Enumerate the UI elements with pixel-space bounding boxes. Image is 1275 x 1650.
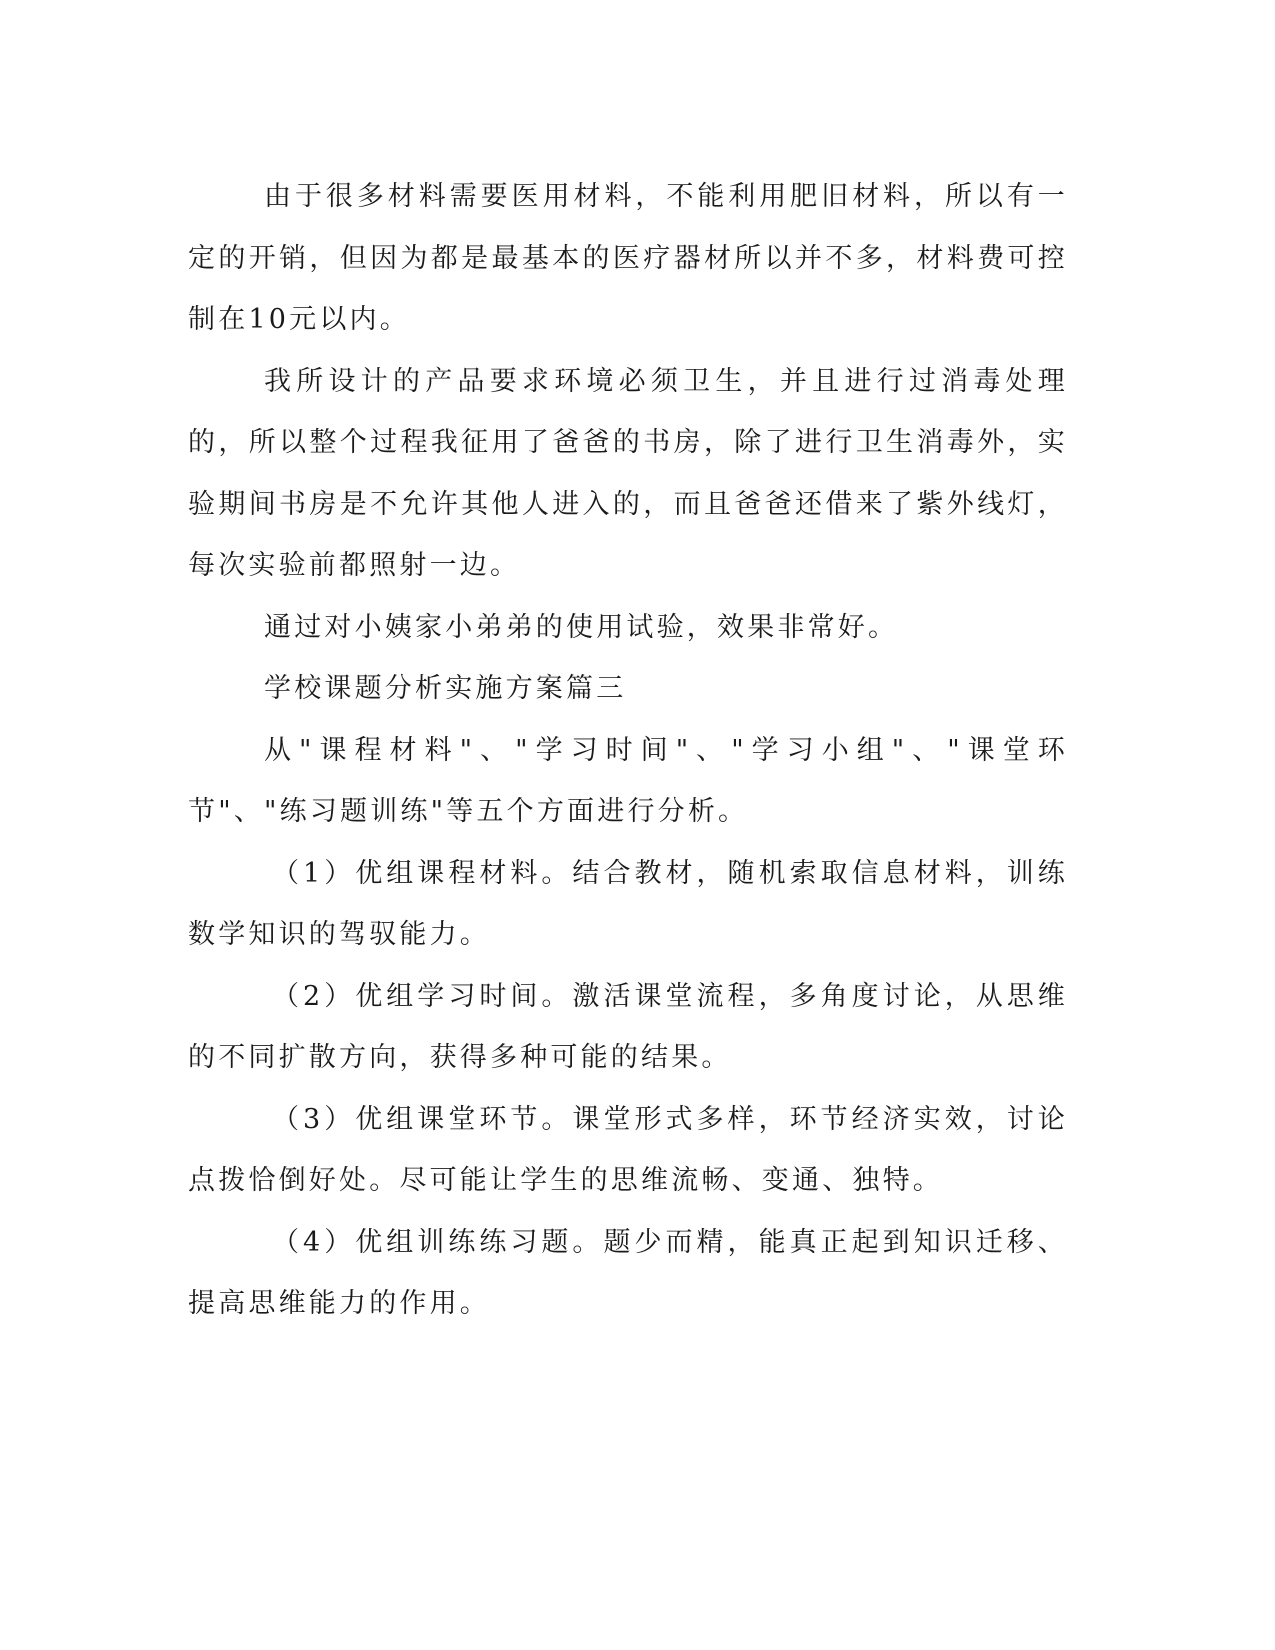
list-item-study-time: （2）优组学习时间。激活课堂流程，多角度讨论，从思维的不同扩散方向，获得多种可能的结果。 — [188, 980, 1068, 1073]
paragraph-hygiene-environment: 我所设计的产品要求环境必须卫生，并且进行过消毒处理的，所以整个过程我征用了爸爸的书房，除了进行卫生消毒外，实验期间书房是不允许其他人进入的，而且爸爸还借来了紫外线灯，每次实验前都照射一边。 — [188, 365, 1068, 581]
list-item-course-materials: （1）优组课程材料。结合教材，随机索取信息材料，训练数学知识的驾驭能力。 — [188, 857, 1068, 950]
list-item-exercises: （4）优组训练练习题。题少而精，能真正起到知识迁移、提高思维能力的作用。 — [188, 1226, 1068, 1319]
paragraph-test-result: 通过对小姨家小弟弟的使用试验，效果非常好。 — [264, 611, 899, 643]
document-body — [188, 166, 1068, 1335]
paragraph-analysis-intro: 从"课程材料"、"学习时间"、"学习小组"、"课堂环节"、"练习题训练"等五个方面进行分析。 — [188, 734, 1068, 827]
section-heading: 学校课题分析实施方案篇三 — [264, 673, 627, 704]
list-item-class-segments: （3）优组课堂环节。课堂形式多样，环节经济实效，讨论点拨恰倒好处。尽可能让学生的思维流畅、变通、独特。 — [188, 1103, 1068, 1196]
paragraph-materials-cost: 由于很多材料需要医用材料，不能利用肥旧材料，所以有一定的开销，但因为都是最基本的医疗器材所以并不多，材料费可控制在10元以内。 — [188, 181, 1068, 335]
